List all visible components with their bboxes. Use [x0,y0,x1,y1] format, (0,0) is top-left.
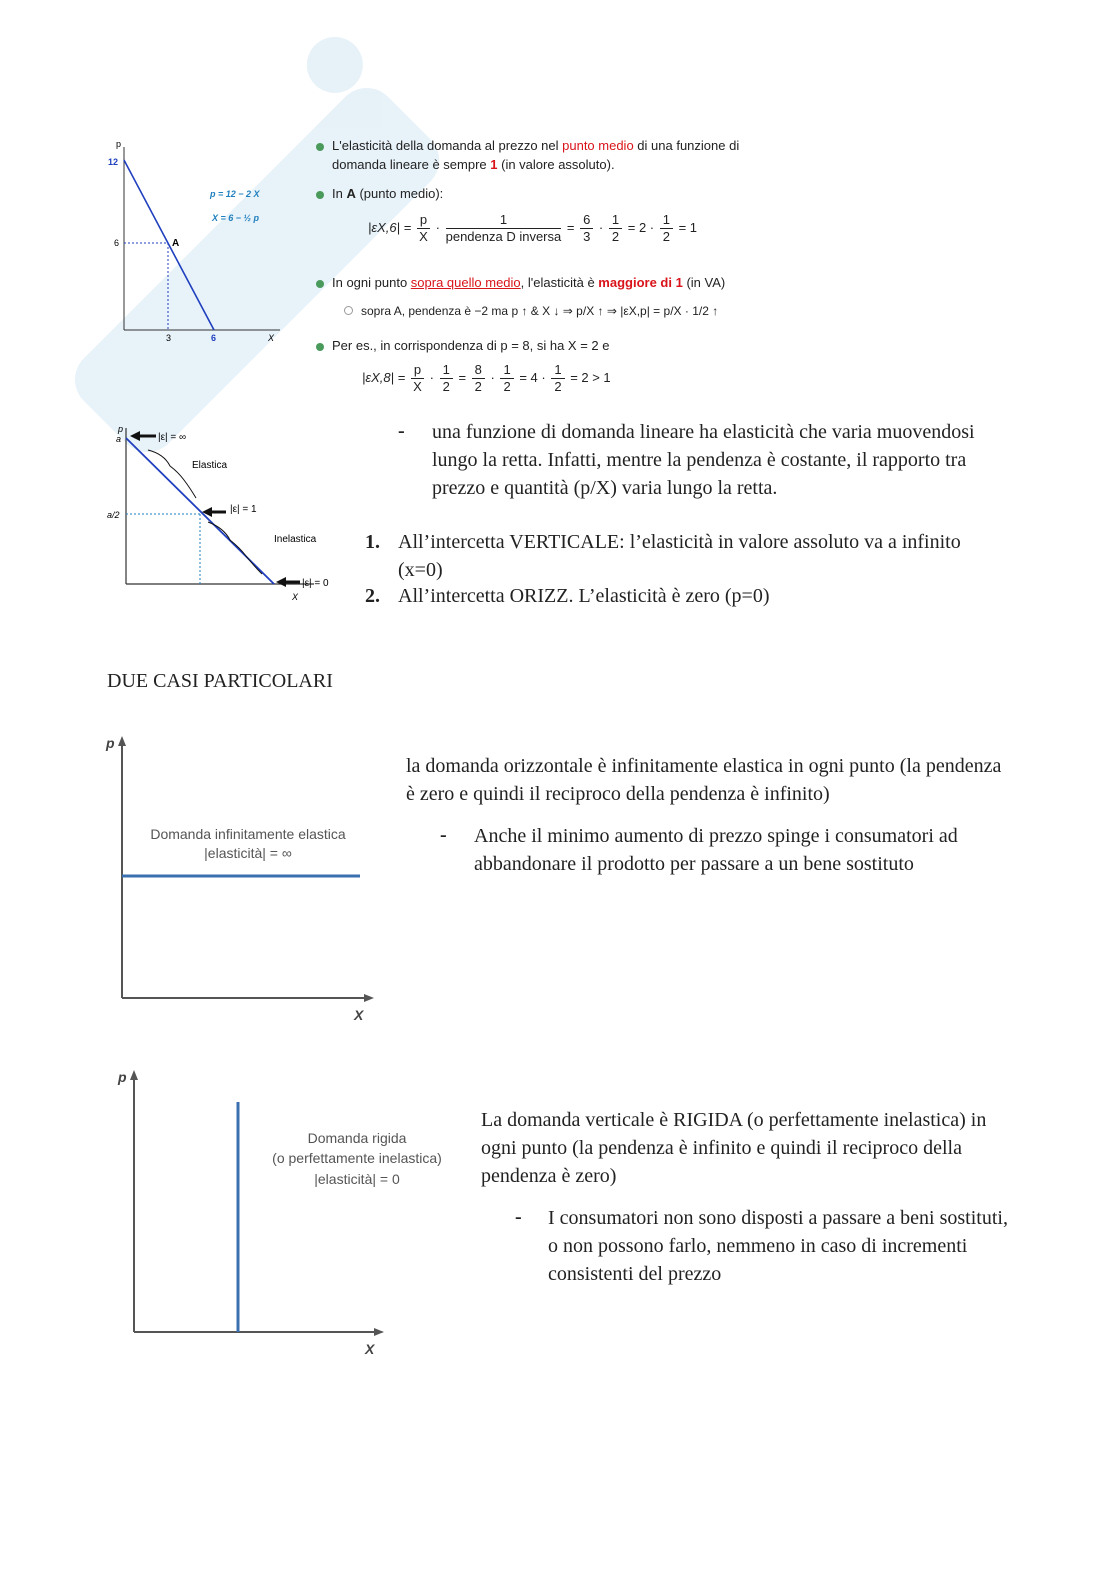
axis-p-label: p [116,139,122,149]
sub-bullet-slope: sopra A, pendenza è −2 ma p ↑ & X ↓ ⇒ p/X ↑ ⇒ |εX,p| = p/X · 1/2 ↑ [344,302,804,321]
formula-point-a: |εX,6| = $\frac{p}{X}$ · $\frac{1}{\text{pendenza D inversa}}$ = $\frac{6}{3}$ · $\frac{1}{2}$ = 2 · $\frac{1}{2}$ = 1 [368,212,698,244]
tick-12: 12 [108,157,119,167]
perfectly-inelastic-chart [112,1062,472,1362]
list-number-1: 1. [365,531,380,553]
list-item-horizontal-intercept: All’intercetta ORIZZ. L’elasticità è zero (p=0) [398,585,770,607]
linear-elasticity-paragraph: una funzione di domanda lineare ha elasticità che varia muovendosi lungo la retta. Infatti, mentre la pendenza è costante, il rapporto tra prezzo e quantità (p/X) varia lungo la retta. [432,421,975,499]
dash-bullet: - [398,420,405,442]
elastic-brace [148,450,196,498]
list-number-2: 2. [365,585,380,607]
chart-label-title: Domanda rigida [307,1130,407,1146]
bullet-dot [316,343,324,351]
chart-label-elasticity: |elasticità| = ∞ [204,845,292,861]
eps-one-label: |ε| = 1 [230,504,257,515]
midpoint-bullet: L'elasticità della domanda al prezzo nel punto medio di una funzione di domanda lineare è sempre 1 (in valore assoluto). [316,136,816,174]
chart-label-elasticity: |elasticità| = 0 [314,1171,400,1187]
arrow-zero [276,577,286,587]
chart-label-subtitle: (o perfettamente inelastica) [272,1150,442,1166]
axis-a-label: a [116,434,122,444]
linear-demand-chart [100,135,300,350]
demand-equation-direct: X = 6 − ½ p [212,213,260,223]
a-half-label: a/2 [107,510,120,520]
elastic-label: Elastica [192,460,228,471]
inelastic-label: Inelastica [274,534,317,545]
formula-p8: |εX,8| = $\frac{p}{X}$ · $\frac{1}{2}$ = $\frac{8}{2}$ · $\frac{1}{2}$ = 4 · $\frac{1}{2}$ = 2 > 1 [362,362,611,394]
axis-x-label: X [365,1341,375,1357]
arrow-inf [130,431,140,441]
eps-infinity-label: |ε| = ∞ [158,432,187,443]
inelastic-brace [208,522,262,574]
tick-3: 3 [166,333,172,343]
infinitely-elastic-chart [100,730,385,1025]
hollow-bullet-icon [344,306,353,315]
axis-x-label: X [354,1007,364,1023]
point-a-bullet: In A (punto medio): [316,184,716,203]
vertical-demand-paragraph: La domanda verticale è RIGIDA (o perfettamente inelastica) in ogni punto (la pendenza è infinito e quindi il reciproco della pendenza è zero) [481,1109,987,1187]
elasticity-regions-chart [104,420,349,610]
axis-x-label: X [268,333,275,343]
chart-label-title: Domanda infinitamente elastica [150,826,346,842]
demand-equation-inverse: p = 12 − 2 X [210,189,260,199]
tick-6-y: 6 [114,238,120,248]
tick-6-x: 6 [211,333,217,343]
bullet-dot [316,143,324,151]
horizontal-demand-bullet: Anche il minimo aumento di prezzo spinge i consumatori ad abbandonare il prodotto per passare a un bene sostituto [474,825,958,875]
dash-bullet: - [440,824,447,846]
demand-line [124,160,214,330]
axis-p-label: p [118,424,124,434]
bullet-dot [316,280,324,288]
axis-x-label: X [292,592,299,602]
section-heading: DUE CASI PARTICOLARI [107,670,333,692]
axis-p-label: p [118,1069,127,1085]
axis-p-label: p [106,735,115,751]
point-a-label: A [172,238,180,249]
vertical-demand-bullet: I consumatori non sono disposti a passare a beni sostituti, o non possono farlo, nemmeno in caso di incrementi consistenti del prezzo [548,1207,1008,1285]
horizontal-demand-paragraph: la domanda orizzontale è infinitamente elastica in ogni punto (la pendenza è zero e quindi il reciproco della pendenza è infinito) [406,755,1002,805]
list-item-vertical-intercept: All’intercetta VERTICALE: l’elasticità in valore assoluto va a infinito (x=0) [398,531,961,581]
dash-bullet: - [515,1206,522,1228]
above-midpoint-bullet: In ogni punto sopra quello medio, l'elasticità è maggiore di 1 (in VA) [316,273,796,292]
example-bullet: Per es., in corrispondenza di p = 8, si ha X = 2 e [316,336,716,355]
eps-zero-label: |ε| = 0 [302,578,329,589]
bullet-dot [316,191,324,199]
